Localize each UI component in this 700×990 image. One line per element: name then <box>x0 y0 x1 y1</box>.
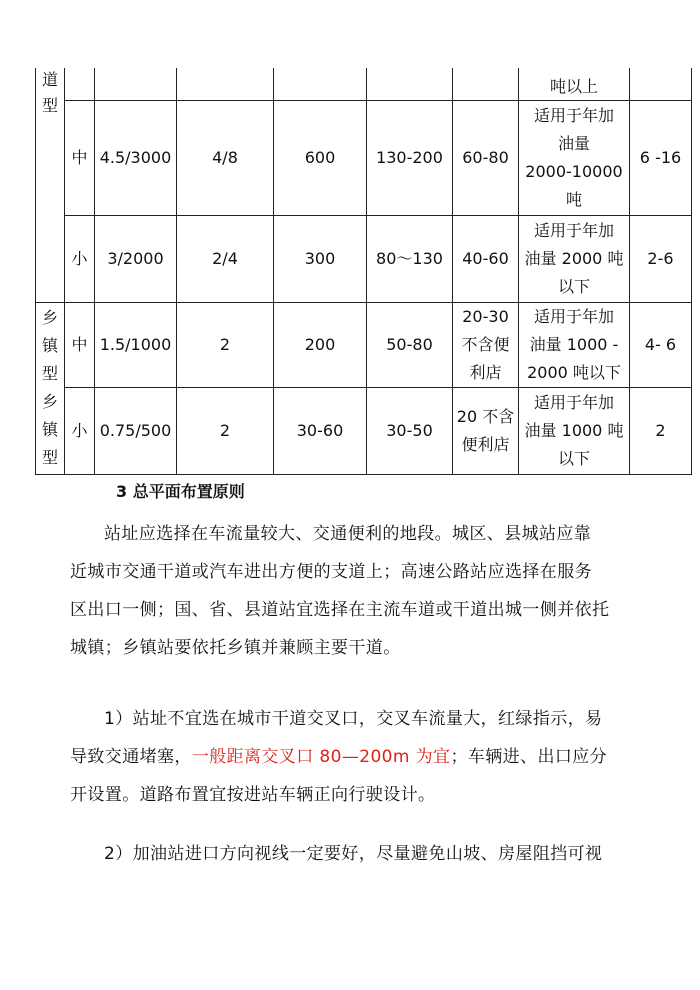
station-spec-table <box>35 68 692 475</box>
category-cell-township <box>36 302 65 474</box>
tank-cell: 300 <box>274 215 367 302</box>
text-line: 站址应选择在车流量较大、交通便利的地段。城区、县城站应靠 <box>104 524 592 544</box>
tank-cell: 600 <box>274 100 367 215</box>
size-cell: 小 <box>65 215 95 302</box>
staff-cell: 4- 6 <box>630 302 692 387</box>
size-cell: 中 <box>65 302 95 387</box>
category-cell-road <box>36 68 65 302</box>
area-cell <box>95 68 177 100</box>
category-char: 镇 <box>41 336 58 355</box>
text-line: 1）站址不宜选在城市干道交叉口，交叉车流量大，红绿指示，易 <box>104 709 603 729</box>
table-row <box>36 100 692 215</box>
islands-cell: 2 <box>177 302 274 387</box>
category-char: 型 <box>41 364 58 383</box>
table-row <box>36 387 692 474</box>
area-cell: 3/2000 <box>95 215 177 302</box>
scope-cell: 吨以上 <box>519 68 630 100</box>
table-row <box>36 215 692 302</box>
paragraph-rule-1 <box>70 700 630 814</box>
scope-cell: 适用于年加 油量 1000 吨 以下 <box>519 387 630 474</box>
tank-cell: 30-60 <box>274 387 367 474</box>
category-char: 镇 <box>41 420 58 439</box>
daily-cell: 80～130 <box>367 215 453 302</box>
station-cell: 60-80 <box>453 100 519 215</box>
text-line: 近城市交通干道或汽车进出方便的支道上；高速公路站应选择在服务 <box>70 562 592 582</box>
area-cell: 0.75/500 <box>95 387 177 474</box>
text-line: 2）加油站进口方向视线一定要好，尽量避免山坡、房屋阻挡可视 <box>104 844 603 864</box>
scope-cell: 适用于年加 油量 2000-10000 吨 <box>519 100 630 215</box>
station-cell <box>453 68 519 100</box>
daily-cell: 130-200 <box>367 100 453 215</box>
scope-cell: 适用于年加 油量 2000 吨 以下 <box>519 215 630 302</box>
paragraph-rule-2 <box>70 835 630 873</box>
area-cell: 1.5/1000 <box>95 302 177 387</box>
table-row <box>36 68 692 100</box>
islands-cell: 4/8 <box>177 100 274 215</box>
size-cell: 中 <box>65 100 95 215</box>
highlighted-distance: 一般距离交叉口 80—200m 为宜 <box>191 747 451 767</box>
size-cell: 小 <box>65 387 95 474</box>
paragraph-site-selection <box>70 515 630 667</box>
station-cell: 20 不含 便利店 <box>453 387 519 474</box>
table-row <box>36 302 692 387</box>
category-char: 型 <box>41 448 58 467</box>
staff-cell: 2 <box>630 387 692 474</box>
category-char: 道 <box>41 70 58 89</box>
text-line: 导致交通堵塞，一般距离交叉口 80—200m 为宜；车辆进、出口应分 <box>70 747 608 767</box>
daily-cell: 50-80 <box>367 302 453 387</box>
islands-cell: 2/4 <box>177 215 274 302</box>
section-heading: 3 总平面布置原则 <box>116 482 245 501</box>
staff-cell: 2-6 <box>630 215 692 302</box>
islands-cell <box>177 68 274 100</box>
text-line: 城镇；乡镇站要依托乡镇并兼顾主要干道。 <box>70 638 401 658</box>
station-cell: 20-30 不含便 利店 <box>453 302 519 387</box>
text-line: 区出口一侧；国、省、县道站宜选择在主流车道或干道出城一侧并依托 <box>70 600 610 620</box>
text-line: 开设置。道路布置宜按进站车辆正向行驶设计。 <box>70 785 436 805</box>
category-char: 型 <box>41 96 58 115</box>
tank-cell <box>274 68 367 100</box>
size-cell <box>65 68 95 100</box>
staff-cell: 6 -16 <box>630 100 692 215</box>
area-cell: 4.5/3000 <box>95 100 177 215</box>
category-char: 乡 <box>41 392 58 411</box>
daily-cell <box>367 68 453 100</box>
category-char: 乡 <box>41 308 58 327</box>
station-cell: 40-60 <box>453 215 519 302</box>
tank-cell: 200 <box>274 302 367 387</box>
islands-cell: 2 <box>177 387 274 474</box>
scope-cell: 适用于年加 油量 1000 - 2000 吨以下 <box>519 302 630 387</box>
daily-cell: 30-50 <box>367 387 453 474</box>
staff-cell <box>630 68 692 100</box>
